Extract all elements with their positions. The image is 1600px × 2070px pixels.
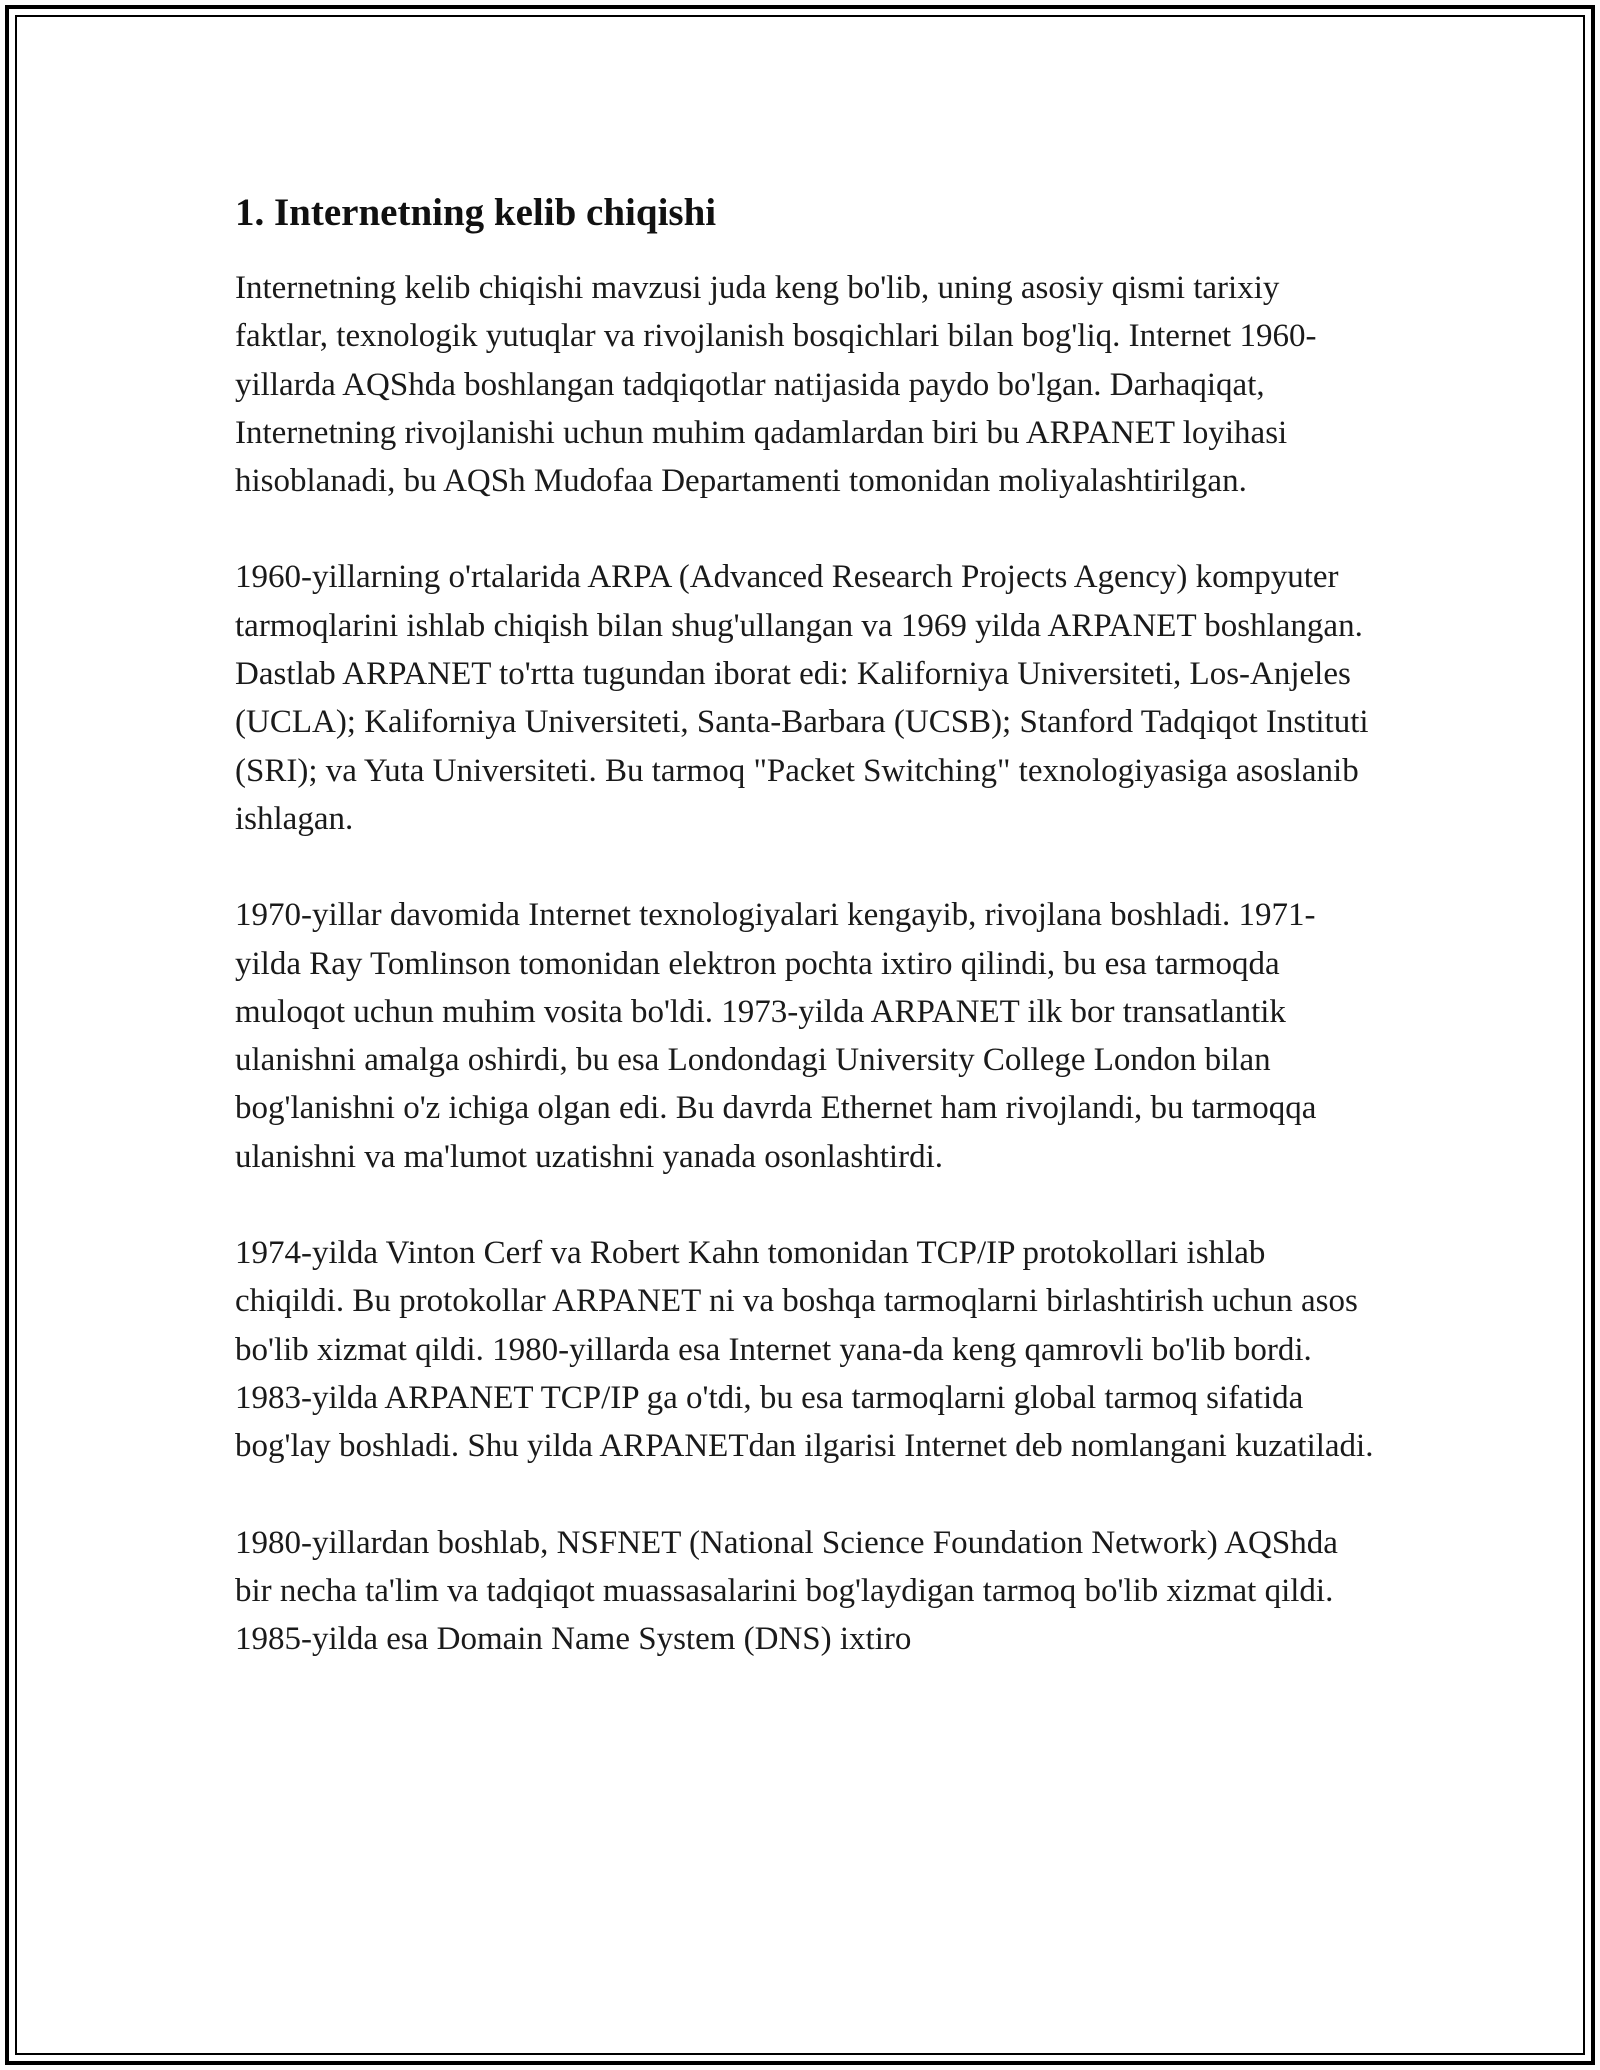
section-heading: 1. Internetning kelib chiqishi — [235, 191, 717, 234]
paragraph-4: 1974-yilda Vinton Cerf va Robert Kahn tomonidan TCP/IP protokollari ishlab chiqildi. Bu protokollar ARPANET ni va boshqa tarmoqlarni birlashtirish uchun asos bo'lib xizmat qildi. 1980-yillarda esa Internet yana-da keng qamrovli bo'lib bordi. 1983-yilda ARPANET TCP/IP ga o'tdi, bu esa tarmoqlarni global tarmoq sifatida bog'lay boshladi. Shu yilda ARPANETdan ilgarisi Internet deb nomlangani kuzatiladi. — [235, 1235, 1374, 1465]
paragraph-2: 1960-yillarning o'rtalarida ARPA (Advanced Research Projects Agency) kompyuter tarmoqlarini ishlab chiqish bilan shug'ullangan va 1969 yilda ARPANET boshlangan. Dastlab ARPANET to'rtta tugundan iborat edi: Kaliforniya Universiteti, Los-Anjeles (UCLA); Kaliforniya Universiteti, Santa-Barbara (UCSB); Stanford Tadqiqot Instituti (SRI); va Yuta Universiteti. Bu tarmoq "Packet Switching" texnologiyasiga asoslanib ishlagan. — [235, 559, 1369, 837]
paragraph-1: Internetning kelib chiqishi mavzusi juda keng bo'lib, uning asosiy qismi tarixiy faktlar, texnologik yutuqlar va rivojlanish bosqichlari bilan bog'liq. Internet 1960-yillarda AQShda boshlangan tadqiqotlar natijasida paydo bo'lgan. Darhaqiqat, Internetning rivojlanishi uchun muhim qadamlardan biri bu ARPANET loyihasi hisoblanadi, bu AQSh Mudofaa Departamenti tomonidan moliyalashtirilgan. — [235, 270, 1317, 500]
document-body — [235, 188, 1375, 1711]
paragraph-3: 1970-yillar davomida Internet texnologiyalari kengayib, rivojlana boshladi. 1971-yilda Ray Tomlinson tomonidan elektron pochta ixtiro qilindi, bu esa tarmoqda muloqot uchun muhim vosita bo'ldi. 1973-yilda ARPANET ilk bor transatlantik ulanishni amalga oshirdi, bu esa Londondagi University College London bilan bog'lanishni o'z ichiga olgan edi. Bu davrda Ethernet ham rivojlandi, bu tarmoqqa ulanishni va ma'lumot uzatishni yanada osonlashtirdi. — [235, 897, 1317, 1175]
paragraph-5: 1980-yillardan boshlab, NSFNET (National Science Foundation Network) AQShda bir necha ta'lim va tadqiqot muassasalarini bog'laydigan tarmoq bo'lib xizmat qildi. 1985-yilda esa Domain Name System (DNS) ixtiro — [235, 1524, 1338, 1658]
